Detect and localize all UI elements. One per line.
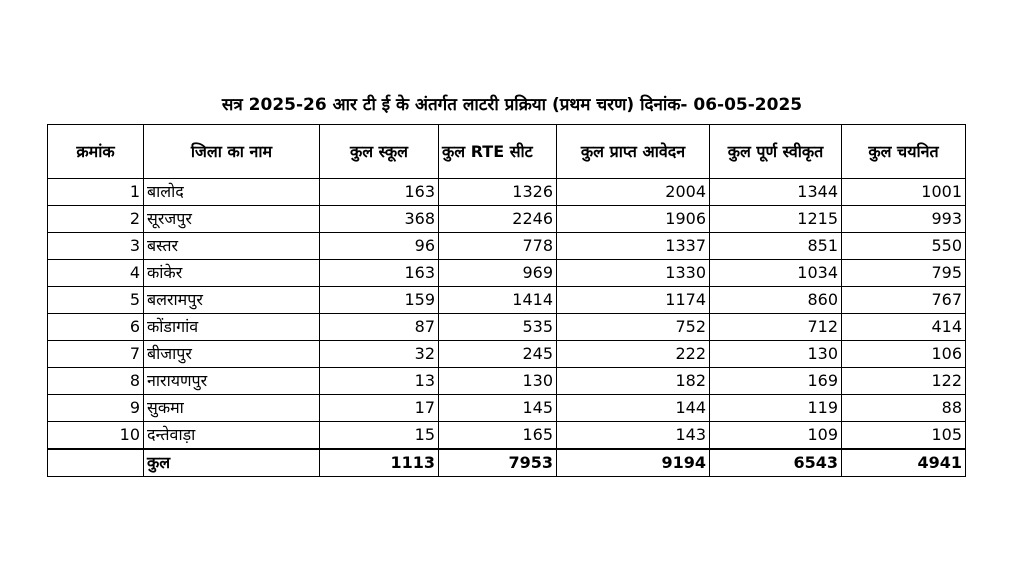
total-accepted: 6543 xyxy=(710,449,842,477)
cell-district: कोंडागांव xyxy=(144,314,320,341)
cell-schools: 13 xyxy=(320,368,439,395)
cell-district: कांकेर xyxy=(144,260,320,287)
header-applications: कुल प्राप्त आवेदन xyxy=(557,125,710,179)
cell-schools: 96 xyxy=(320,233,439,260)
cell-accepted: 1215 xyxy=(710,206,842,233)
cell-selected: 88 xyxy=(842,395,966,422)
cell-selected: 414 xyxy=(842,314,966,341)
cell-rte-seats: 1414 xyxy=(439,287,557,314)
table-row xyxy=(48,260,966,287)
total-label: कुल xyxy=(144,449,320,477)
table-row xyxy=(48,341,966,368)
cell-accepted: 119 xyxy=(710,395,842,422)
cell-applications: 1906 xyxy=(557,206,710,233)
total-rte-seats: 7953 xyxy=(439,449,557,477)
total-selected: 4941 xyxy=(842,449,966,477)
cell-district: बीजापुर xyxy=(144,341,320,368)
cell-serial: 10 xyxy=(48,422,144,450)
cell-applications: 1337 xyxy=(557,233,710,260)
cell-serial: 4 xyxy=(48,260,144,287)
cell-accepted: 851 xyxy=(710,233,842,260)
cell-district: सूरजपुर xyxy=(144,206,320,233)
cell-accepted: 860 xyxy=(710,287,842,314)
total-schools: 1113 xyxy=(320,449,439,477)
cell-serial-empty xyxy=(48,449,144,477)
lottery-report-table xyxy=(47,124,966,477)
cell-district: नारायणपुर xyxy=(144,368,320,395)
table-row xyxy=(48,368,966,395)
cell-schools: 87 xyxy=(320,314,439,341)
table-row xyxy=(48,422,966,450)
header-serial: क्रमांक xyxy=(48,125,144,179)
cell-schools: 163 xyxy=(320,260,439,287)
cell-rte-seats: 165 xyxy=(439,422,557,450)
cell-selected: 106 xyxy=(842,341,966,368)
cell-serial: 7 xyxy=(48,341,144,368)
cell-serial: 6 xyxy=(48,314,144,341)
table-row xyxy=(48,206,966,233)
header-district: जिला का नाम xyxy=(144,125,320,179)
cell-accepted: 130 xyxy=(710,341,842,368)
cell-serial: 8 xyxy=(48,368,144,395)
cell-rte-seats: 130 xyxy=(439,368,557,395)
cell-accepted: 109 xyxy=(710,422,842,450)
cell-schools: 368 xyxy=(320,206,439,233)
header-rte-seats: कुल RTE सीट xyxy=(439,125,557,179)
cell-rte-seats: 1326 xyxy=(439,179,557,206)
cell-selected: 795 xyxy=(842,260,966,287)
cell-applications: 143 xyxy=(557,422,710,450)
cell-serial: 1 xyxy=(48,179,144,206)
cell-serial: 3 xyxy=(48,233,144,260)
cell-district: बस्तर xyxy=(144,233,320,260)
cell-selected: 122 xyxy=(842,368,966,395)
cell-rte-seats: 778 xyxy=(439,233,557,260)
cell-district: बालोद xyxy=(144,179,320,206)
cell-applications: 1330 xyxy=(557,260,710,287)
cell-accepted: 1344 xyxy=(710,179,842,206)
cell-accepted: 712 xyxy=(710,314,842,341)
cell-selected: 767 xyxy=(842,287,966,314)
cell-selected: 550 xyxy=(842,233,966,260)
table-row xyxy=(48,395,966,422)
table-header-row xyxy=(48,125,966,179)
header-accepted: कुल पूर्ण स्वीकृत xyxy=(710,125,842,179)
cell-rte-seats: 2246 xyxy=(439,206,557,233)
table-row xyxy=(48,233,966,260)
cell-applications: 222 xyxy=(557,341,710,368)
table-row xyxy=(48,314,966,341)
cell-applications: 752 xyxy=(557,314,710,341)
cell-selected: 1001 xyxy=(842,179,966,206)
cell-schools: 15 xyxy=(320,422,439,450)
cell-serial: 2 xyxy=(48,206,144,233)
cell-rte-seats: 535 xyxy=(439,314,557,341)
cell-schools: 163 xyxy=(320,179,439,206)
cell-schools: 32 xyxy=(320,341,439,368)
cell-applications: 144 xyxy=(557,395,710,422)
page-title: सत्र 2025-26 आर टी ई के अंतर्गत लाटरी प्रक्रिया (प्रथम चरण) दिनांक- 06-05-2025 xyxy=(221,95,803,115)
cell-accepted: 169 xyxy=(710,368,842,395)
cell-schools: 17 xyxy=(320,395,439,422)
header-schools: कुल स्कूल xyxy=(320,125,439,179)
cell-applications: 182 xyxy=(557,368,710,395)
cell-applications: 2004 xyxy=(557,179,710,206)
header-selected: कुल चयनित xyxy=(842,125,966,179)
cell-schools: 159 xyxy=(320,287,439,314)
cell-accepted: 1034 xyxy=(710,260,842,287)
cell-rte-seats: 969 xyxy=(439,260,557,287)
cell-applications: 1174 xyxy=(557,287,710,314)
cell-district: बलरामपुर xyxy=(144,287,320,314)
cell-district: दन्तेवाड़ा xyxy=(144,422,320,450)
cell-serial: 5 xyxy=(48,287,144,314)
total-row xyxy=(48,449,966,477)
cell-district: सुकमा xyxy=(144,395,320,422)
cell-rte-seats: 145 xyxy=(439,395,557,422)
total-applications: 9194 xyxy=(557,449,710,477)
table-row xyxy=(48,287,966,314)
cell-selected: 993 xyxy=(842,206,966,233)
table-row xyxy=(48,179,966,206)
cell-selected: 105 xyxy=(842,422,966,450)
cell-rte-seats: 245 xyxy=(439,341,557,368)
cell-serial: 9 xyxy=(48,395,144,422)
